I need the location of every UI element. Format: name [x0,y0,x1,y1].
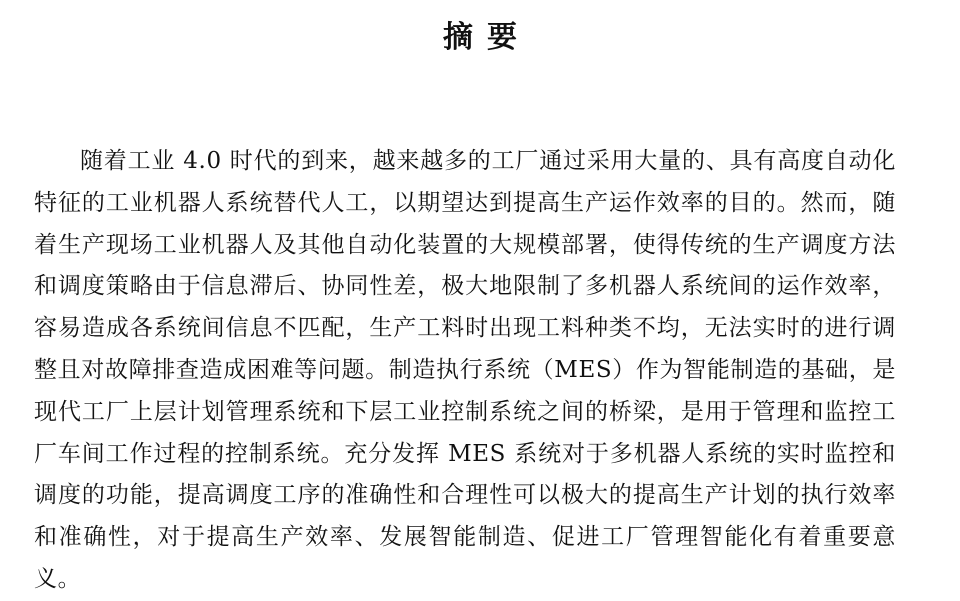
page-title: 摘要 [443,20,531,55]
abstract-paragraph: 随着工业 4.0 时代的到来，越来越多的工厂通过采用大量的、具有高度自动化特征的工业机器人系统替代人工，以期望达到提高生产运作效率的目的。然而，随着生产现场工业机器人及其他自动化装置的大规模部署，使得传统的生产调度方法和调度策略由于信息滞后、协同性差，极大地限制了多机器人系统间的运作效率，容易造成各系统间信息不匹配，生产工料时出现工料种类不均，无法实时的进行调整且对故障排查造成困难等问题。制造执行系统（MES）作为智能制造的基础，是现代工厂上层计划管理系统和下层工业控制系统之间的桥梁，是用于管理和监控工厂车间工作过程的控制系统。充分发挥 MES 系统对于多机器人系统的实时监控和调度的功能，提高调度工序的准确性和合理性可以极大的提高生产计划的执行效率和准确性，对于提高生产效率、发展智能制造、促进工厂管理智能化有着重要意义。 [34,148,896,592]
